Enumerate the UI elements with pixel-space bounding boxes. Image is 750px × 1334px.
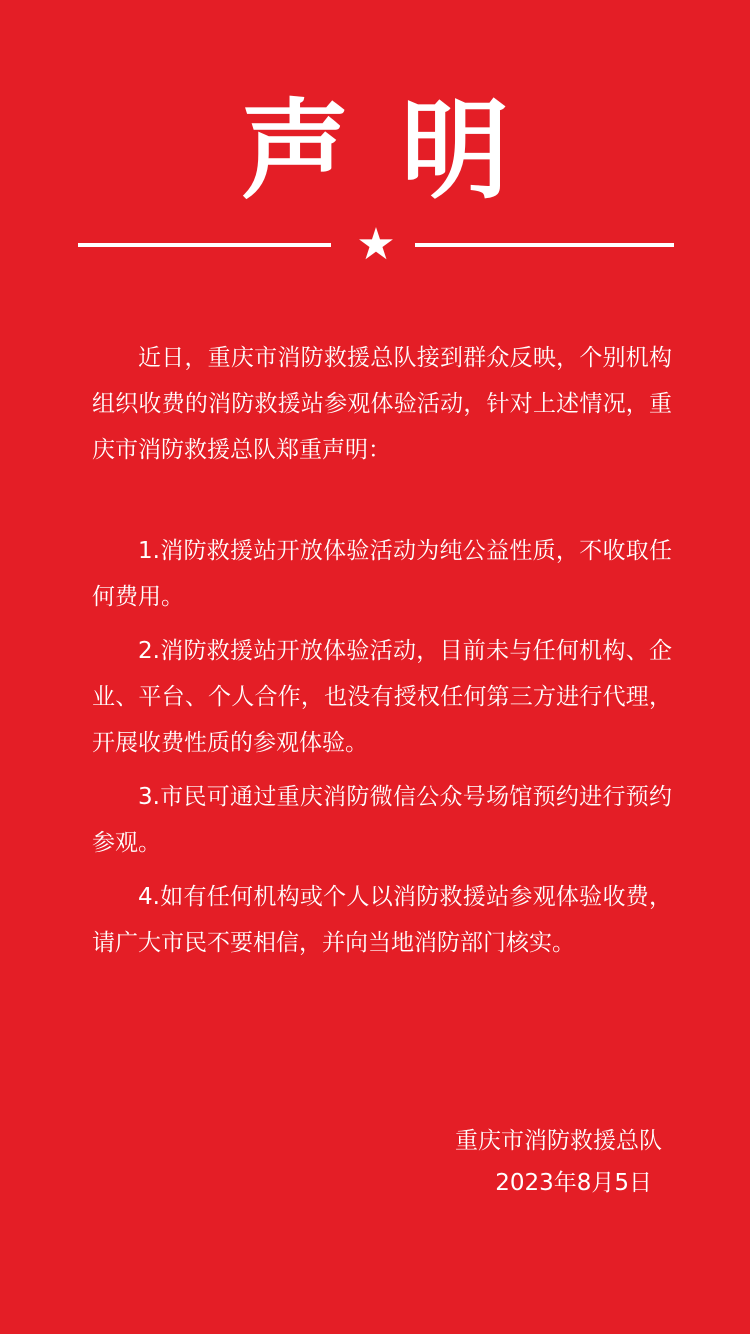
title-divider [78, 219, 674, 270]
signature-organization: 重庆市消防救援总队 [455, 1128, 662, 1154]
notice-item-4: 4.如有任何机构或个人以消防救援站参观体验收费，请广大市民不要相信，并向当地消防部门核实。 [92, 884, 672, 956]
notice-item-1: 1.消防救援站开放体验活动为纯公益性质，不收取任何费用。 [92, 538, 672, 610]
notice-title: 声明 [240, 89, 561, 214]
notice-item-2: 2.消防救援站开放体验活动，目前未与任何机构、企业、平台、个人合作，也没有授权任何第三方进行代理，开展收费性质的参观体验。 [92, 638, 672, 756]
notice-item-3: 3.市民可通过重庆消防微信公众号场馆预约进行预约参观。 [92, 784, 672, 856]
star-icon: ★ [356, 219, 396, 270]
signature-block [455, 1120, 662, 1204]
divider-line-right [415, 243, 674, 247]
divider-line-left [78, 243, 331, 247]
signature-date: 2023年8月5日 [495, 1170, 652, 1196]
intro-paragraph: 近日，重庆市消防救援总队接到群众反映，个别机构组织收费的消防救援站参观体验活动，针对上述情况，重庆市消防救援总队郑重声明： [92, 345, 672, 463]
notice-body [92, 335, 672, 966]
